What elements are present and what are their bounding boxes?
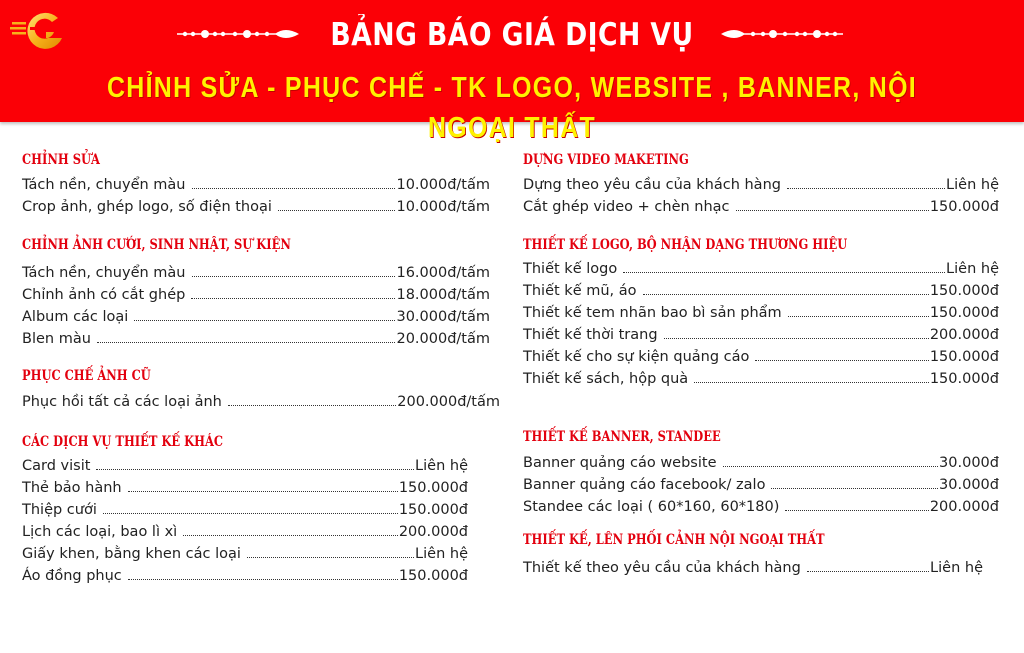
dot-leader: [785, 501, 928, 511]
service-price: 18.000đ/tấm: [396, 287, 490, 303]
dot-leader: [771, 479, 938, 489]
price-row: [523, 557, 983, 579]
price-row: [22, 543, 468, 565]
service-label: Thiết kế sách, hộp quà: [523, 371, 689, 387]
service-price: Liên hệ: [415, 458, 468, 474]
service-label: Lịch các loại, bao lì xì: [22, 524, 178, 540]
dot-leader: [228, 396, 396, 406]
dot-leader: [623, 263, 945, 273]
service-price: 150.000đ: [929, 305, 999, 321]
header-banner: [0, 0, 1024, 144]
section-title: PHỤC CHẾ ẢNH CŨ: [22, 368, 151, 384]
service-price: 200.000đ: [929, 327, 999, 343]
section-thiet-ke-khac: [22, 433, 468, 587]
dot-leader: [664, 329, 929, 339]
price-row: [523, 496, 999, 518]
section-title: CHỈNH SỬA: [22, 152, 100, 168]
dot-leader: [694, 373, 929, 383]
service-label: Giấy khen, bằng khen các loại: [22, 546, 241, 562]
service-price: 30.000đ: [939, 455, 999, 471]
service-label: Blen màu: [22, 331, 91, 347]
service-price: 150.000đ: [929, 349, 999, 365]
service-price: 150.000đ: [929, 283, 999, 299]
ornament-right-icon: [720, 26, 845, 42]
service-label: Banner quảng cáo facebook/ zalo: [523, 477, 766, 493]
dot-leader: [128, 570, 398, 580]
price-row: [22, 306, 490, 328]
service-price: 20.000đ/tấm: [396, 331, 490, 347]
price-row: [22, 565, 468, 587]
price-row: [22, 455, 468, 477]
price-row: [22, 262, 490, 284]
service-price: 200.000đ: [929, 499, 999, 515]
price-row: [22, 284, 490, 306]
dot-leader: [96, 460, 414, 470]
service-label: Thiết kế thời trang: [523, 327, 658, 343]
section-title: THIẾT KẾ, LÊN PHỐI CẢNH NỘI NGOẠI THẤT: [523, 532, 825, 548]
service-label: Banner quảng cáo website: [523, 455, 717, 471]
section-title: THIẾT KẾ LOGO, BỘ NHẬN DẠNG THƯƠNG HIỆU: [523, 237, 848, 253]
service-label: Tách nền, chuyển màu: [22, 177, 186, 193]
section-dung-video: [523, 151, 999, 218]
service-price: 10.000đ/tấm: [396, 199, 490, 215]
price-row: [22, 521, 468, 543]
dot-leader: [183, 526, 398, 536]
service-price: 150.000đ: [929, 371, 999, 387]
service-label: Thiết kế cho sự kiện quảng cáo: [523, 349, 750, 365]
page-title: BẢNG BÁO GIÁ DỊCH VỤ: [330, 17, 694, 53]
price-row: [22, 391, 500, 413]
price-row: [523, 302, 999, 324]
section-thiet-ke-banner: [523, 428, 999, 518]
section-title: CHỈNH ẢNH CƯỚI, SINH NHẬT, SỰ KIỆN: [22, 237, 291, 253]
dot-leader: [787, 179, 945, 189]
service-price: 10.000đ/tấm: [396, 177, 490, 193]
service-price: Liên hệ: [946, 261, 999, 277]
section-phuc-che: [22, 367, 500, 413]
service-label: Áo đồng phục: [22, 568, 122, 584]
section-title: DỰNG VIDEO MAKETING: [523, 152, 689, 168]
section-noi-ngoai-that: [523, 531, 983, 579]
price-row: [523, 258, 999, 280]
service-price: 150.000đ: [398, 502, 468, 518]
service-label: Thiết kế tem nhãn bao bì sản phẩm: [523, 305, 782, 321]
dot-leader: [192, 179, 396, 189]
section-chinh-sua: [22, 151, 490, 218]
dot-leader: [97, 333, 396, 343]
service-label: Standee các loại ( 60*160, 60*180): [523, 499, 780, 515]
page-subtitle: CHỈNH SỬA - PHỤC CHẾ - TK LOGO, WEBSITE , BANNER, NỘI NGOẠI THẤT: [106, 72, 918, 144]
service-price: 200.000đ: [398, 524, 468, 540]
price-row: [22, 477, 468, 499]
service-label: Thẻ bảo hành: [22, 480, 122, 496]
service-price: Liên hệ: [946, 177, 999, 193]
dot-leader: [788, 307, 929, 317]
service-label: Phục hồi tất cả các loại ảnh: [22, 394, 222, 410]
dot-leader: [128, 482, 398, 492]
dot-leader: [191, 289, 395, 299]
dot-leader: [807, 562, 929, 572]
service-label: Dựng theo yêu cầu của khách hàng: [523, 177, 781, 193]
dot-leader: [192, 267, 396, 277]
service-price: Liên hệ: [930, 560, 983, 576]
service-label: Chỉnh ảnh có cắt ghép: [22, 287, 186, 303]
service-label: Thiệp cưới: [22, 502, 97, 518]
dot-leader: [755, 351, 928, 361]
service-price: 150.000đ: [398, 568, 468, 584]
price-row: [22, 196, 490, 218]
price-row: [523, 452, 999, 474]
service-label: Card visit: [22, 458, 91, 474]
price-row: [22, 174, 490, 196]
price-row: [523, 324, 999, 346]
price-row: [523, 368, 999, 390]
price-row: [22, 499, 468, 521]
service-label: Crop ảnh, ghép logo, số điện thoại: [22, 199, 272, 215]
section-chinh-anh-cuoi: [22, 236, 490, 350]
service-label: Album các loại: [22, 309, 129, 325]
service-price: 150.000đ: [929, 199, 999, 215]
dot-leader: [247, 548, 414, 558]
dot-leader: [643, 285, 929, 295]
service-price: 200.000đ/tấm: [397, 394, 500, 410]
service-price: 150.000đ: [398, 480, 468, 496]
service-label: Thiết kế theo yêu cầu của khách hàng: [523, 560, 801, 576]
service-price: Liên hệ: [415, 546, 468, 562]
dot-leader: [134, 311, 395, 321]
price-row: [523, 280, 999, 302]
price-row: [523, 174, 999, 196]
service-price: 30.000đ: [939, 477, 999, 493]
price-row: [523, 474, 999, 496]
service-price: 16.000đ/tấm: [396, 265, 490, 281]
dot-leader: [736, 201, 929, 211]
service-label: Thiết kế logo: [523, 261, 618, 277]
price-row: [22, 328, 490, 350]
service-price: 30.000đ/tấm: [396, 309, 490, 325]
section-thiet-ke-logo: [523, 236, 999, 390]
service-label: Thiết kế mũ, áo: [523, 283, 637, 299]
section-title: THIẾT KẾ BANNER, STANDEE: [523, 429, 721, 445]
dot-leader: [278, 201, 396, 211]
dot-leader: [103, 504, 398, 514]
price-row: [523, 196, 999, 218]
logo-icon: [10, 8, 70, 52]
section-title: CÁC DỊCH VỤ THIẾT KẾ KHÁC: [22, 434, 224, 450]
service-label: Tách nền, chuyển màu: [22, 265, 186, 281]
dot-leader: [723, 457, 939, 467]
service-label: Cắt ghép video + chèn nhạc: [523, 199, 730, 215]
price-row: [523, 346, 999, 368]
